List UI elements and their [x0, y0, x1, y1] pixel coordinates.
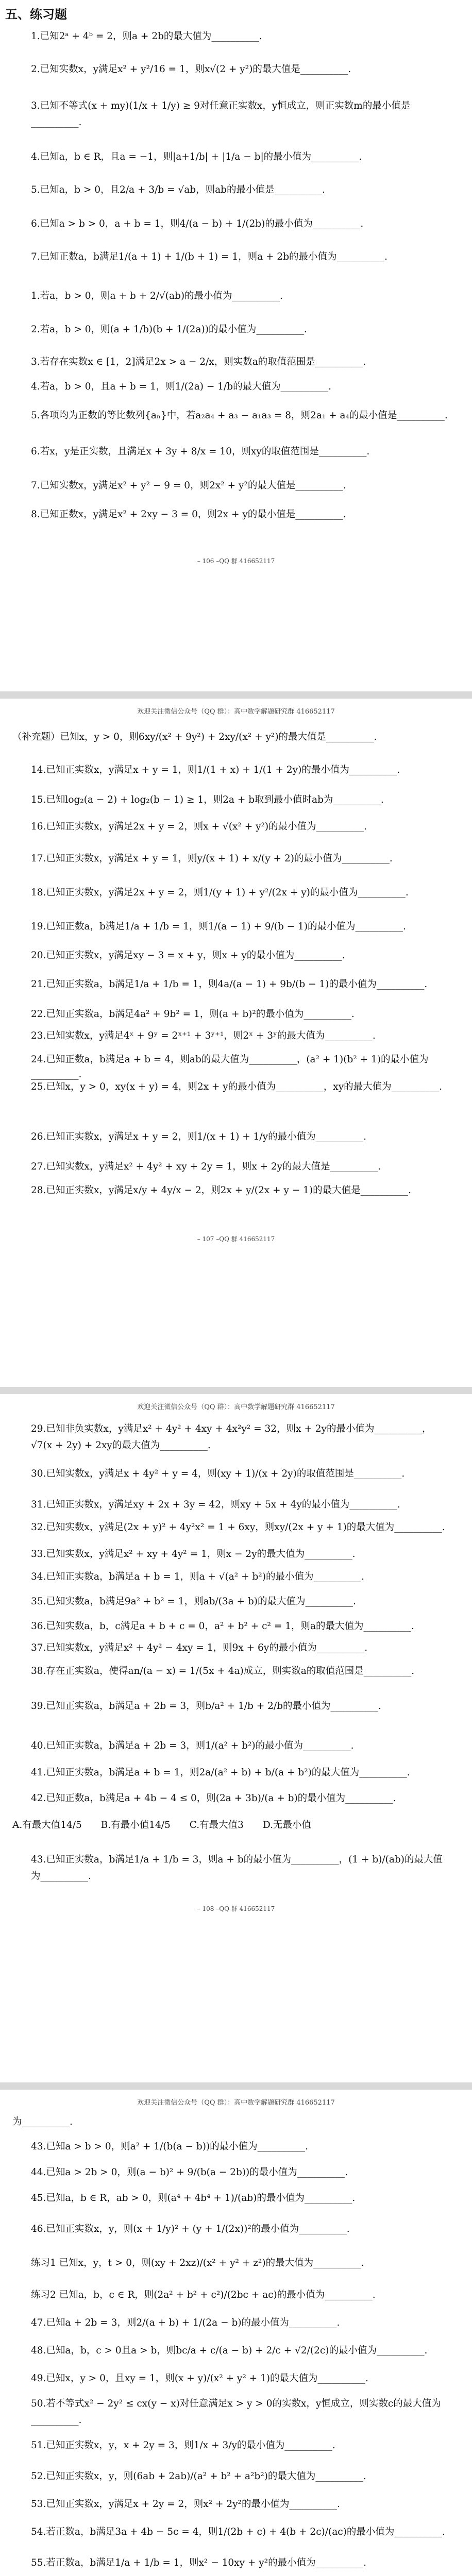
page-header: 欢迎关注微信公众号（QQ 群）：高中数学解题研究群 416652117 — [137, 1403, 335, 1411]
question: 48.已知a，b，c > 0且a > b，则bc/a + c/(a − b) + 2/c + √2/(2c)的最小值为__________. — [31, 2345, 428, 2356]
question-options: A.有最大值14/5 B.有最小值14/5 C.有最大值3 D.无最小值 — [12, 1820, 312, 1831]
question: 49.已知x，y > 0，且xy = 1，则(x + y)/(x² + y² + 1)的最大值为__________. — [31, 2373, 368, 2384]
question: 42.已知正数a，b满足a + 4b − 4 ≤ 0，则(2a + 3b)/(a + b)的最小值为__________. — [31, 1793, 396, 1804]
question: 4.若a，b > 0，且a + b = 1，则1/(2a) − 1/b的最大值为__________. — [31, 381, 331, 392]
question: 31.已知正实数x，y满足xy + 2x + 3y = 42，则xy + 5x + 4y的最小值为__________. — [31, 1499, 400, 1510]
question: 34.已知正实数a，b满足a + b = 1，则a + √(a² + b²)的最小值为__________. — [31, 1571, 364, 1582]
page-1 — [0, 0, 472, 691]
section-title: 五、练习题 — [5, 7, 67, 22]
question: 3.已知不等式(x + my)(1/x + 1/y) ≥ 9对任意正实数x，y恒成立，则正实数m的最小值是__________. — [31, 100, 411, 128]
question: 39.已知正实数a，b满足a + 2b = 3，则b/a² + 1/b + 2/b的最小值为__________. — [31, 1701, 381, 1711]
question: 5.各项均为正数的等比数列{aₙ}中，若a₂a₄ + a₃ − a₁a₃ = 8，则2a₁ + a₄的最小值是__________. — [31, 410, 448, 421]
question: 5.已知a，b > 0，且2/a + 3/b = √ab，则ab的最小值是__________. — [31, 184, 325, 195]
question: 练习2 已知a，b，c ∈ R，则(2a² + b² + c²)/(2bc + ac)的最小值为__________. — [31, 2290, 376, 2300]
question: 16.已知正实数x，y满足2x + y = 2，则x + √(x² + y²)的最小值为__________. — [31, 821, 367, 832]
question: 38.存在正实数a，使得an/(a − x) = 1/(5x + 4a)成立，则实数a的取值范围是__________. — [31, 1666, 415, 1676]
question: 7.已知正数a，b满足1/(a + 1) + 1/(b + 1) = 1，则a + 2b的最小值为__________. — [31, 251, 387, 262]
question: 53.已知正实数x，y满足x + 2y = 2，则x² + 2y²的最小值为__________. — [31, 2499, 340, 2510]
question: 练习1 已知x，y，t > 0，则(xy + 2xz)/(x² + y² + z²)的最大值为__________. — [31, 2258, 364, 2268]
question: 1.若a，b > 0，则a + b + 2/√(ab)的最小值为__________. — [31, 291, 283, 301]
question: 30.已知实数x，y满足x + 4y² + y = 4，则(xy + 1)/(x + 2y)的取值范围是__________. — [31, 1468, 405, 1479]
question: 18.已知正实数x，y满足2x + y = 2，则1/(y + 1) + y²/(2x + y)的最小值为__________. — [31, 887, 409, 898]
question: 为__________. — [12, 2116, 73, 2127]
page-footer: – 108 –QQ 群 416652117 — [197, 1905, 275, 1912]
question: 50.若不等式x² − 2y² ≤ cx(y − x)对任意满足x > y > 0的实数x，y恒成立，则实数c的最大值为__________. — [31, 2398, 441, 2426]
question: 8.已知正数x，y满足x² + 2xy − 3 = 0，则2x + y的最小值是__________. — [31, 509, 346, 520]
question: 43.已知正实数a，b满足1/a + 1/b = 3，则a + b的最小值为__________，(1 + b)/(ab)的最大值为__________. — [31, 1854, 443, 1882]
question: 28.已知正实数x，y满足x/y + 4y/x − 2，则2x + y/(2x + y − 1)的最大值是__________. — [31, 1185, 412, 1196]
page-2 — [0, 699, 472, 1387]
question: 47.已知a + 2b = 3，则2/(a + b) + 1/(2a − b)的最小值为__________. — [31, 2317, 340, 2328]
page-4 — [0, 2090, 472, 2576]
question: 2.已知实数x，y满足x² + y²/16 = 1，则x√(2 + y²)的最大值是__________. — [31, 64, 351, 75]
question: 15.已知log₂(a − 2) + log₂(b − 1) ≥ 1，则2a + b取到最小值时ab为__________. — [31, 794, 384, 805]
question: 20.已知正实数x，y满足xy − 3 = x + y，则x + y的最小值为__________. — [31, 950, 345, 961]
page-3 — [0, 1394, 472, 2082]
question: 43.已知a > b > 0，则a² + 1/(b(a − b))的最小值为__________. — [31, 2141, 309, 2152]
question: 3.若存在实数x ∈ [1，2]满足2x > a − 2/x，则实数a的取值范围是__________. — [31, 357, 366, 367]
question: 17.已知正实数x，y满足x + y = 1，则y/(x + 1) + x/(y + 2)的最小值为__________. — [31, 853, 393, 864]
page-header: 欢迎关注微信公众号（QQ 群）：高中数学解题研究群 416652117 — [137, 708, 335, 716]
question: 51.已知正实数x，y，x + 2y = 3，则1/x + 3/y的最小值为__________. — [31, 2440, 335, 2451]
question: （补充题）已知x，y > 0，则6xy/(x² + 9y²) + 2xy/(x² + y²)的最大值是__________. — [12, 732, 377, 742]
page-footer: – 106 –QQ 群 416652117 — [197, 557, 275, 565]
question: 23.已知实数x，y满足4ˣ + 9ʸ = 2ˣ⁺¹ + 3ʸ⁺¹，则2ˣ + 3ʸ的最大值为__________. — [31, 1030, 376, 1041]
question: 29.已知非负实数x，y满足x² + 4y² + 4xy + 4x²y² = 32，则x + 2y的最小值为__________，√7(x + 2y) + 2xy的最大值为__________. — [31, 1423, 432, 1451]
question: 25.已知x，y > 0，xy(x + y) = 4，则2x + y的最小值为__________，xy的最大值为__________. — [31, 1081, 443, 1092]
question: 26.已知正实数x，y满足x + y = 2，则1/(x + 1) + 1/y的最小值为__________. — [31, 1131, 366, 1142]
question: 6.若x，y是正实数，且满足x + 3y + 8/x = 10，则xy的取值范围是__________. — [31, 446, 370, 457]
question: 55.若正数a，b满足1/a + 1/b = 1，则x² − 10xy + y²的最小值为__________. — [31, 2557, 367, 2568]
question: 44.已知a > 2b > 0，则(a − b)² + 9/(b(a − 2b))的最小值为__________. — [31, 2167, 348, 2178]
question: 35.已知实数a，b满足9a² + b² = 1，则ab/(3a + b)的最大值为__________. — [31, 1596, 356, 1607]
question: 54.若正数a，b满足3a + 4b − 5c = 4，则1/(2b + c) + 4(b + 2c)/(ac)的最小值为__________. — [31, 2527, 445, 2537]
question: 40.已知正实数a，b满足a + 2b = 3，则1/(a² + b²)的最小值为__________. — [31, 1740, 354, 1751]
question: 46.已知正实数x，y，则(x + 1/y)² + (y + 1/(2x))²的最小值为__________. — [31, 2224, 350, 2234]
question: 33.已知实数x，y满足x² + xy + 4y² = 1，则x − 2y的最大值为__________. — [31, 1549, 356, 1560]
question: 6.已知a > b > 0，a + b = 1，则4/(a − b) + 1/(2b)的最小值为__________. — [31, 218, 364, 229]
question: 52.已知正实数x，y，则(6ab + 2ab)/(a² + b² + a²b²)的最大值为__________. — [31, 2471, 366, 2482]
question: 14.已知正实数x，y满足x + y = 1，则1/(1 + x) + 1/(1 + 2y)的最小值为__________. — [31, 765, 400, 775]
question: 37.已知实数x，y满足x² + 4y² − 4xy = 1，则9x + 6y的最小值为__________. — [31, 1642, 368, 1653]
question: 22.已知正实数a，b满足4a² + 9b² = 1，则(a + b)²的最小值为__________. — [31, 1009, 355, 1020]
question: 27.已知实数x，y满足x² + 4y² + xy + 2y = 1，则x + 2y的最大值是__________. — [31, 1161, 381, 1172]
question: 7.已知实数x，y满足x² + y² − 9 = 0，则2x² + y²的最大值是__________. — [31, 480, 346, 491]
question: 2.若a，b > 0，则(a + 1/b)(b + 1/(2a))的最小值为__________. — [31, 324, 307, 335]
question: 4.已知a，b ∈ R，且a = −1，则|a+1/b| + |1/a − b|的最小值为__________. — [31, 151, 362, 162]
question: 32.已知实数x，y满足(2x + y)² + 4y²x² = 1 + 6xy，则xy/(2x + y + 1)的最大值为__________. — [31, 1522, 445, 1533]
question: 19.已知正数a，b满足1/a + 1/b = 1，则1/(a − 1) + 9/(b − 1)的最小值为__________. — [31, 921, 406, 932]
page-header: 欢迎关注微信公众号（QQ 群）：高中数学解题研究群 416652117 — [137, 2099, 335, 2107]
question: 36.已知实数a，b，c满足a + b + c = 0，a² + b² + c² = 1，则a的最大值为__________. — [31, 1621, 414, 1632]
question: 1.已知2ᵃ + 4ᵇ = 2，则a + 2b的最大值为__________. — [31, 31, 262, 42]
question: 41.已知正实数a，b满足a + b = 1，则2a/(a² + b) + b/(a + b²)的最大值为__________. — [31, 1767, 410, 1778]
question: 21.已知正实数a，b满足1/a + 1/b = 1，则4a/(a − 1) + 9b/(b − 1)的最小值为__________. — [31, 979, 428, 990]
question: 24.已知正数a，b满足a + b = 4，则ab的最大值为__________，(a² + 1)(b² + 1)的最小值为__________. — [31, 1054, 429, 1080]
page-footer: – 107 –QQ 群 416652117 — [197, 1235, 275, 1243]
question: 45.已知a，b ∈ R，ab > 0，则(a⁴ + 4b⁴ + 1)/(ab)的最小值为__________. — [31, 2193, 356, 2204]
